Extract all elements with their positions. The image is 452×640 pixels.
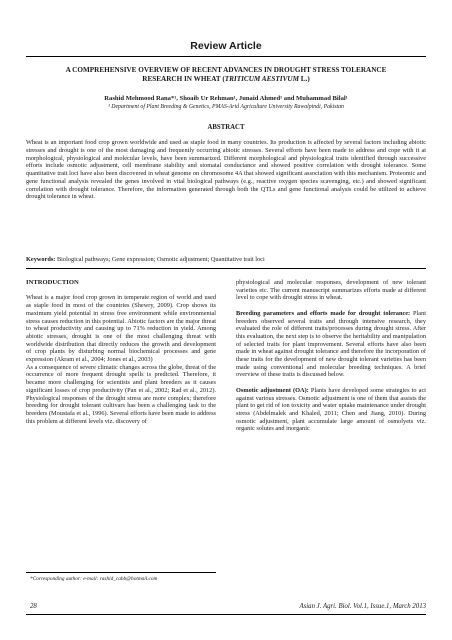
journal-citation: Asian J. Agri. Biol. Vol.1, Issue.1, March 2013	[299, 603, 426, 610]
article-title	[60, 66, 392, 85]
author-list: Rashid Mehmood Rana*¹, Shoaib Ur Rehman¹, Junaid Ahmed¹ and Muhammad Bilal¹	[104, 95, 348, 102]
osmotic-paragraph	[236, 387, 426, 433]
osmotic-text: Plants have developed some strategies to act against various stresses. Osmotic adjustment is one of them that assists the plant to get rid of ion toxicity and water uptake maintenance under drought stress (Abdelmalek and Khaled, 2011; Chen and Jiang, 2010). During osmotic adjustment, plant accumulate large amount of osmolyets viz. organic solutes and inorganic	[236, 386, 426, 433]
keywords-text: Biological pathways; Gene expression; Osmotic adjustment; Quantitative trait loci	[55, 256, 265, 263]
breeding-paragraph	[236, 310, 426, 379]
introduction-heading: INTRODUCTION	[26, 279, 79, 286]
abstract-heading: ABSTRACT	[207, 124, 245, 131]
left-column	[26, 279, 216, 425]
right-paragraph-1: physiological and molecular responses, development of new tolerant varieties etc. The current manuscript summarizes efforts made at different level to cope with drought stress in wheat.	[236, 279, 426, 302]
title-species: TRITICUM AESTIVUM	[224, 75, 299, 84]
intro-paragraph-1: Wheat is a major food crop grown in temperate region of world and used as staple food in most of the countries (Shewry, 2009). Crop shows its maximum yield potential in stress free environment while environmental stress causes reduction in this potential. Abiotic factors are the major threat to wheat productivity and causing up to 71% reduction in yield. Among abiotic stresses, drought is one of the most challenging threat with worldwide distribution that directly reduces the growth and development of crop plants by disturbing normal biochemical processes and gene expression (Akram et al., 2004; Jones et al., 2003)	[26, 294, 216, 364]
breeding-text: Plant breeders observed several traits and through intensive research, they evaluated the role of different traits/processes during drought stress. After this evaluation, the next step is to observe the heritability and manipulation of selected traits for plant improvement. Several efforts have also been made in wheat against drought tolerance and therefore the incorporation of these traits for the development of new drought tolerant varieties has been made using conventional and molecular breeding techniques. A brief overview of these traits is discussed below.	[236, 309, 426, 379]
author-affiliation: ¹ Department of Plant Breeding & Genetics, PMAS-Arid Agriculture University Rawalpindi, Pakistan	[108, 104, 344, 110]
title-main: A COMPREHENSIVE OVERVIEW OF RECENT ADVANCES IN DROUGHT STRESS TOLERANCE RESEARCH IN WHEAT (	[65, 66, 387, 84]
intro-paragraph-2: As a consequence of severe climatic changes across the globe, threat of the occurrence of more frequent drought spells is predicted. Therefore, it became more challenging for scientists and plant breeders as it causes significant losses of crop productivity (Pan et al., 2002; Rad et al., 2012). Physiological responses of the drought stress are more complex; therefore breeding for drought tolerant cultivars has been a challenging task to the breeders (Mousta​fa et al., 1996). Several efforts have been made to address this problem at different levels viz. discovery of	[26, 363, 216, 425]
title-end: L.)	[298, 75, 310, 84]
keywords-label: Keywords:	[26, 256, 56, 263]
header-rule	[26, 56, 426, 57]
breeding-heading: Breeding parameters and efforts made for drought tolerance:	[236, 309, 411, 317]
keywords	[26, 256, 426, 264]
page-number: 28	[30, 603, 37, 610]
osmotic-heading: Osmotic adjustment (OA):	[236, 386, 309, 394]
abstract-text: Wheat is an important food crop grown worldwide and used as staple food in many countries. Its production is affected by several factors including abiotic stresses and drought is one of the most damaging and frequently occurring abiotic stresses. Several efforts have been made to address and cope with it at morphological, physiological and molecular levels, have been summarized. Different morphological and physiological traits identified through successive efforts include osmotic adjustment, cell membrane stability and stomatal conductance and showed positive correlation with drought tolerance. Some quantitative trait loci have also been discovered in wheat genome on chromosome 4A that showed significant association with this mechanism. Proteomic and gene functional analysis revealed the genes involved in vital biological pathways (e.g., reactive oxygen species scavenging, etc.) and showed significant correlation with drought tolerance. Therefore, the information generated through both the QTLs and gene functional analysis could be utilized to achieve drought tolerance in wheat.	[26, 139, 426, 201]
footnote-rule	[26, 572, 216, 573]
article-type-label: Review Article	[190, 40, 262, 52]
right-column	[236, 279, 426, 433]
abstract-rule	[26, 268, 426, 269]
corresponding-author-footnote: *Corresponding author: e-mail: rashid_cabb@hotmail.com	[30, 576, 158, 582]
footer-rule	[26, 614, 426, 615]
